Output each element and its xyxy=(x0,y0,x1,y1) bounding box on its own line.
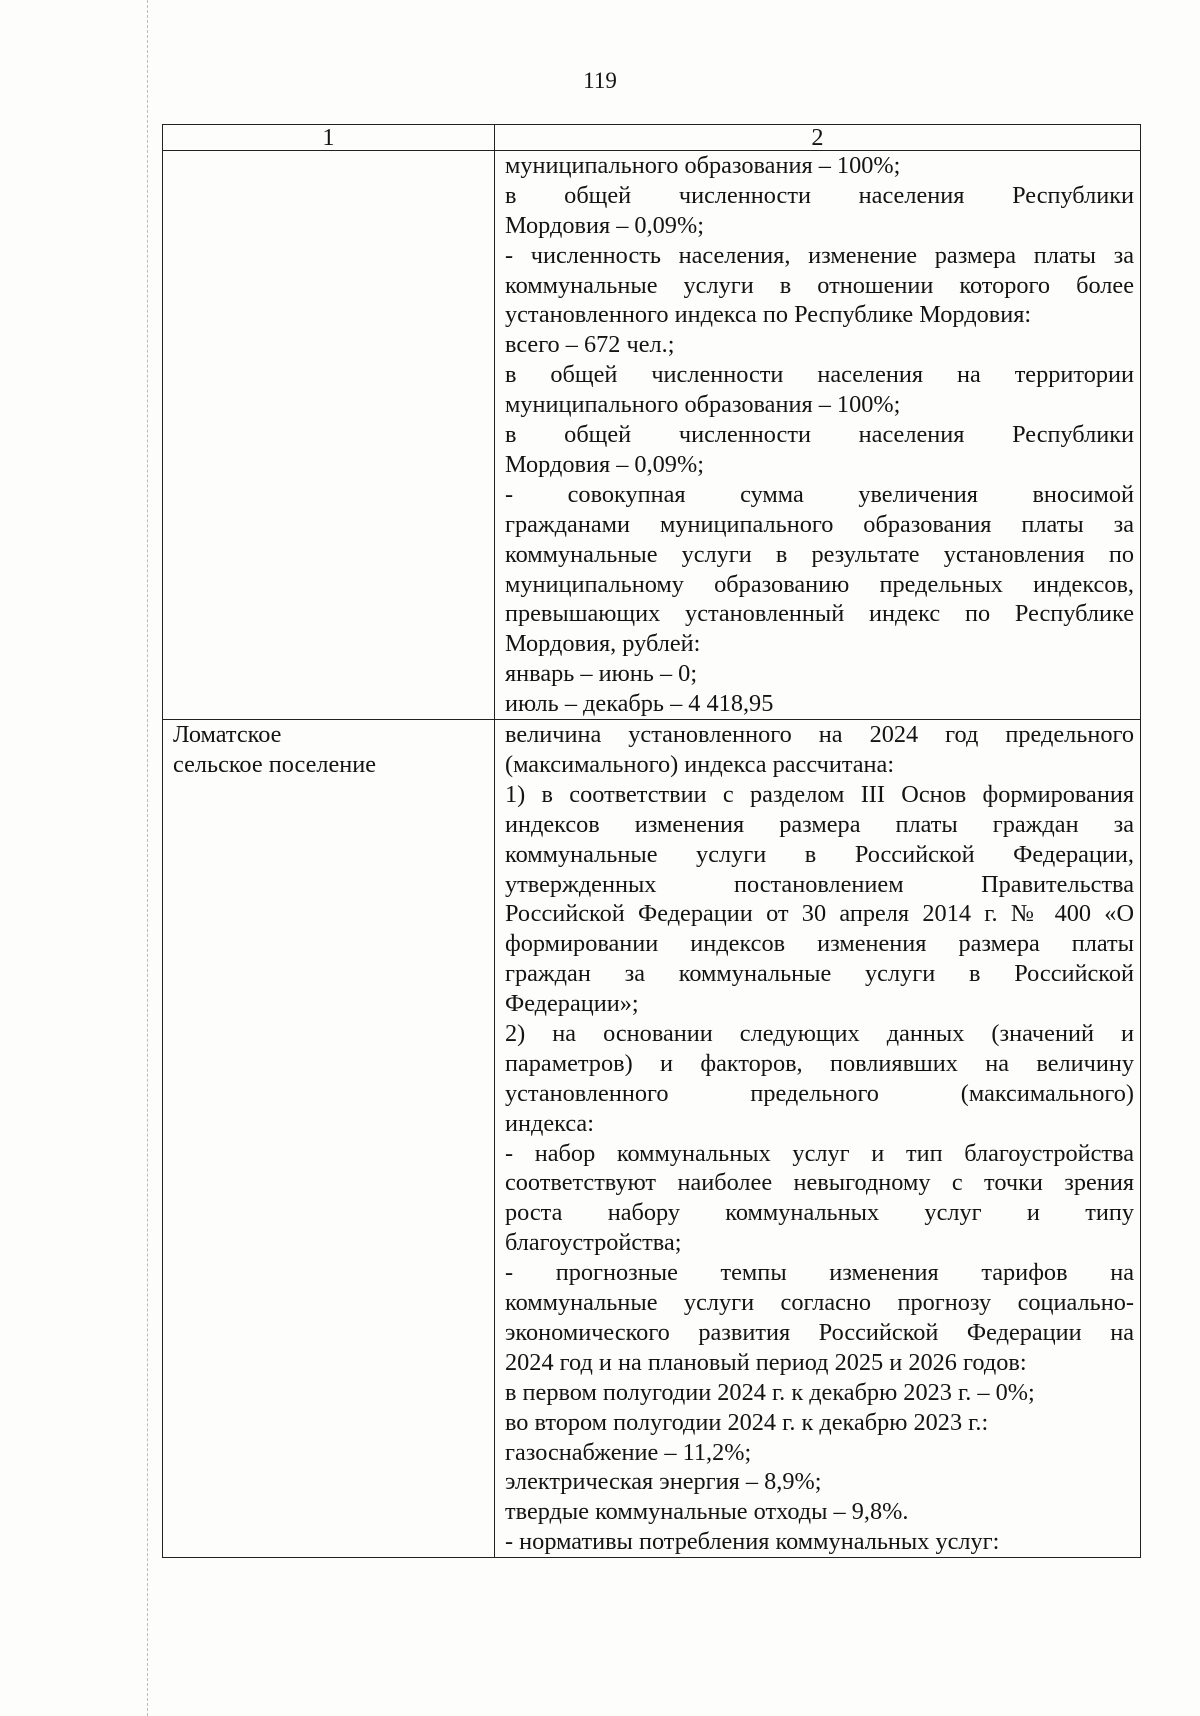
scan-margin-line xyxy=(147,0,148,1716)
text-line: в первом полугодии 2024 г. к декабрю 2023 г. – 0%; xyxy=(505,1378,1035,1406)
text-line: (максимального) индекса рассчитана: xyxy=(505,750,895,778)
text-line: сельское поселение xyxy=(173,750,377,778)
text-line: 1) в соответствии с разделом III Основ формирования xyxy=(505,780,1134,808)
text-line: граждан за коммунальные услуги в Российской xyxy=(505,960,1134,988)
text-line: муниципальному образованию предельных индексов, xyxy=(505,570,1134,598)
text-line: коммунальные услуги в Российской Федерации, xyxy=(505,840,1134,868)
text-line: коммунальные услуги в отношении которого более xyxy=(505,271,1134,299)
text-line: - нормативы потребления коммунальных услуг: xyxy=(505,1528,1000,1556)
table-row xyxy=(163,720,1141,1558)
text-line: соответствуют наиболее невыгодному с точки зрения xyxy=(505,1169,1134,1197)
text-line: январь – июнь – 0; xyxy=(505,660,698,688)
text-line: в общей численности населения Республики xyxy=(505,421,1134,449)
text-line: в общей численности населения Республики xyxy=(505,181,1134,209)
text-line: в общей численности населения на территории xyxy=(505,361,1134,389)
text-line: параметров) и факторов, повлиявших на величину xyxy=(505,1049,1134,1077)
text-line: коммунальные услуги согласно прогнозу социально- xyxy=(505,1289,1134,1317)
page-number: 119 xyxy=(583,68,617,93)
text-line: 2) на основании следующих данных (значений и xyxy=(505,1020,1134,1047)
text-line: июль – декабрь – 4 418,95 xyxy=(505,690,774,718)
text-line: во втором полугодии 2024 г. к декабрю 2023 г.: xyxy=(505,1408,989,1436)
row-1-name-cell xyxy=(163,151,495,720)
text-line: роста набору коммунальных услуг и типу xyxy=(505,1199,1134,1227)
text-line: Российской Федерации от 30 апреля 2014 г. № 400 «О xyxy=(505,900,1134,928)
row-2-description-cell xyxy=(495,720,1141,1558)
row-2-name-cell xyxy=(163,720,495,1558)
table-header-row xyxy=(163,125,1141,151)
column-2-header: 2 xyxy=(495,125,1141,151)
text-line: утвержденных постановлением Правительства xyxy=(505,870,1134,898)
text-line: экономического развития Российской Федерации на xyxy=(505,1318,1134,1346)
text-line: индексов изменения размера платы граждан за xyxy=(505,810,1134,838)
text-line: муниципального образования – 100%; xyxy=(505,152,901,179)
text-line: - набор коммунальных услуг и тип благоустройства xyxy=(505,1139,1134,1167)
table-row xyxy=(163,151,1141,720)
text-line: муниципального образования – 100%; xyxy=(505,391,901,419)
text-line: Мордовия – 0,09%; xyxy=(505,211,704,239)
document-table xyxy=(162,124,1141,1558)
text-line: установленного индекса по Республике Мордовия: xyxy=(505,301,1032,329)
text-line: формировании индексов изменения размера платы xyxy=(505,930,1134,958)
text-line: 2024 год и на плановый период 2025 и 2026 годов: xyxy=(505,1348,1027,1376)
text-line: благоустройства; xyxy=(505,1229,682,1257)
text-line: электрическая энергия – 8,9%; xyxy=(505,1468,822,1496)
text-line: величина установленного на 2024 год предельного xyxy=(505,721,1134,749)
text-line: установленного предельного (максимального) xyxy=(505,1079,1134,1107)
text-line: гражданами муниципального образования платы за xyxy=(505,510,1134,538)
text-line: Мордовия – 0,09%; xyxy=(505,450,704,478)
row-1-description-cell xyxy=(495,151,1141,720)
text-line: - прогнозные темпы изменения тарифов на xyxy=(505,1259,1134,1287)
text-line: Ломатское xyxy=(173,721,282,749)
text-line: газоснабжение – 11,2%; xyxy=(505,1438,752,1466)
text-line: коммунальные услуги в результате установления по xyxy=(505,540,1134,568)
text-line: Мордовия, рублей: xyxy=(505,630,701,658)
text-line: - численность населения, изменение размера платы за xyxy=(505,241,1134,269)
text-line: индекса: xyxy=(505,1109,594,1137)
text-line: всего – 672 чел.; xyxy=(505,331,675,359)
text-line: превышающих установленный индекс по Республике xyxy=(505,600,1134,628)
text-line: твердые коммунальные отходы – 9,8%. xyxy=(505,1498,909,1526)
column-1-header: 1 xyxy=(163,125,495,151)
text-line: Федерации»; xyxy=(505,990,639,1018)
text-line: - совокупная сумма увеличения вносимой xyxy=(505,480,1134,508)
